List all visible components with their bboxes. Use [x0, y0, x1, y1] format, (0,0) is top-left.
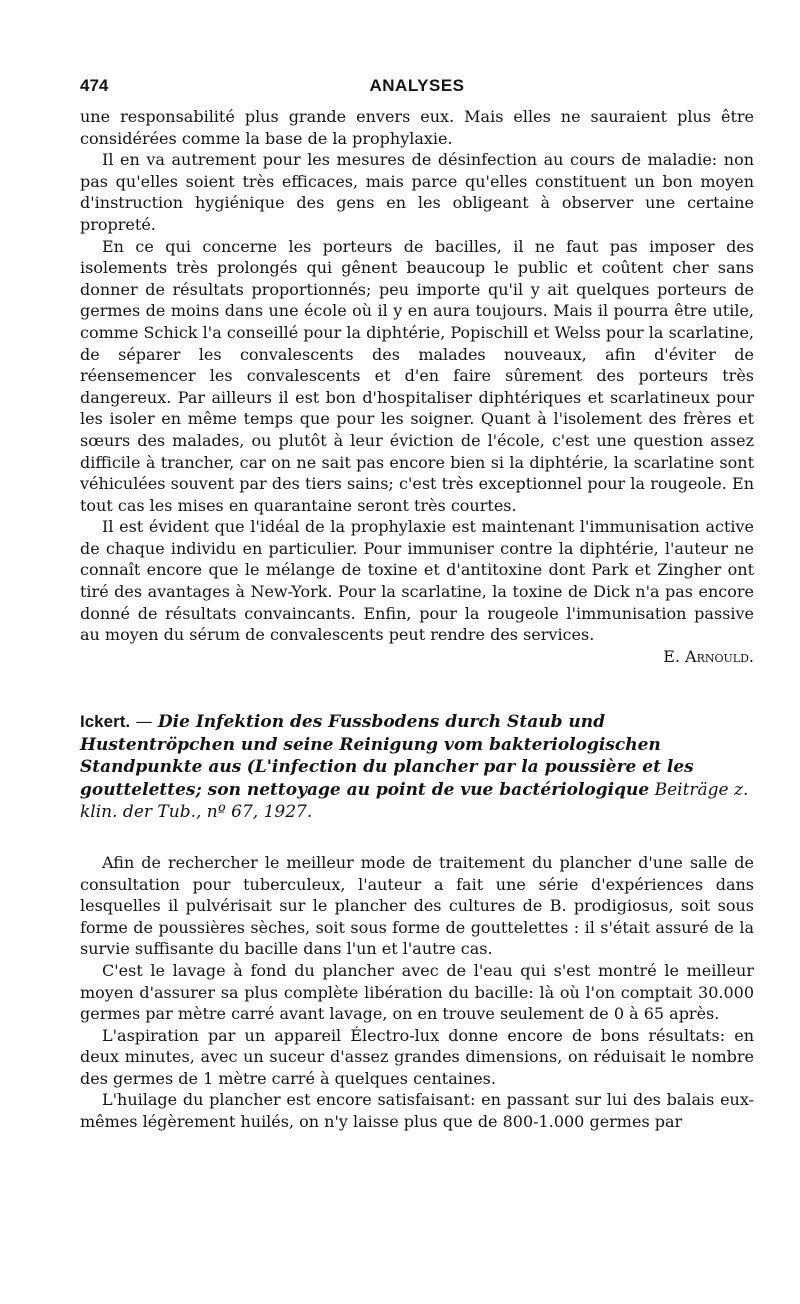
article-author: Ickert. — [80, 712, 131, 732]
page-number: 474 — [80, 76, 109, 95]
article-title-french: (L'infection du plancher par la poussière et les gouttelettes; son nettoyage au point de vue bactériologique — [80, 757, 694, 800]
document-page — [80, 76, 754, 1133]
paragraph: L'aspiration par un appareil Électro-lux donne encore de bons résultats: en deux minutes, avec un suceur d'assez grandes dimensions, on réduisait le nombre des germes de 1 mètre carré à quelques centaines. — [80, 1025, 754, 1088]
running-title: ANALYSES — [369, 76, 465, 95]
paragraph: Il en va autrement pour les mesures de désinfection au cours de maladie: non pas qu'elles soient très efficaces, mais parce qu'elles constituent un bon moyen d'instruction hygiénique des gens en les obligeant à observer une certaine propreté. — [80, 150, 754, 234]
page-header — [80, 76, 754, 106]
article-title-german: Die Infektion des Fussbodens durch Staub und Hustentröpchen und seine Reinigung vom bakteriologischen Standpunkte aus — [80, 712, 661, 778]
article-source: Beiträge z. klin. der Tub., nº 67, 1927. — [80, 779, 749, 823]
article-heading — [80, 711, 754, 824]
paragraph: L'huilage du plancher est encore satisfaisant: en passant sur lui des balais eux-mêmes légèrement huilés, on n'y laisse plus que de 800-1.000 germes par — [80, 1090, 754, 1132]
author-signature: E. Arnould. — [663, 646, 754, 666]
paragraph: Il est évident que l'idéal de la prophylaxie est maintenant l'immunisation active de chaque individu en particulier. Pour immuniser contre la diphtérie, l'auteur ne connaît encore que le mélange de toxine et d'antitoxine dont Park et Zingher ont tiré des avantages à New-York. Pour la scarlatine, la toxine de Dick n'a pas encore donné de résultats convaincants. Enfin, pour la rougeole l'immunisation passive au moyen du sérum de convalescents peut rendre des services. — [80, 517, 754, 645]
paragraph: En ce qui concerne les porteurs de bacilles, il ne faut pas imposer des isolements très prolongés qui gênent beaucoup le public et coûtent cher sans donner de résultats proportionnés; peu importe qu'il y ait quelques porteurs de germes de moins dans une école où il y en aura toujours. Mais il pourra être utile, comme Schick l'a conseillé pour la diphtérie, Popischill et Welss pour la scarlatine, de séparer les convalescents des malades nouveaux, afin d'éviter de réensemencer les convalescents et d'en faire sûrement des porteurs très dangereux. Par ailleurs il est bon d'hospitaliser diphtériques et scarlatineux pour les isoler en même temps que pour les soigner. Quant à l'isolement des frères et sœurs des malades, ou plutôt à leur éviction de l'école, c'est une question assez difficile à trancher, car on ne sait pas encore bien si la diphtérie, la scarlatine sont véhiculées souvent par des tiers sains; c'est très exceptionnel pour la rougeole. En tout cas les mises en quarantaine seront très courtes. — [80, 236, 754, 515]
heading-dash: — — [130, 712, 158, 733]
paragraph: C'est le lavage à fond du plancher avec de l'eau qui s'est montré le meilleur moyen d'assurer sa plus complète libération du bacille: là où l'on comptait 30.000 germes par mètre carré avant lavage, on en trouve seulement de 0 à 65 après. — [80, 960, 754, 1024]
paragraph: une responsabilité plus grande envers eux. Mais elles ne sauraient plus être considérées comme la base de la prophylaxie. — [80, 107, 754, 148]
paragraph: Afin de rechercher le meilleur mode de traitement du plancher d'une salle de consultation pour tuberculeux, l'auteur a fait une série d'expériences dans lesquelles il pulvérisait sur le plancher des cultures de B. prodigiosus, soit sous forme de poussières sèches, soit sous forme de gouttelettes : il s'était assuré de la survie suffisante du bacille dans l'un et l'autre cas. — [80, 852, 754, 959]
